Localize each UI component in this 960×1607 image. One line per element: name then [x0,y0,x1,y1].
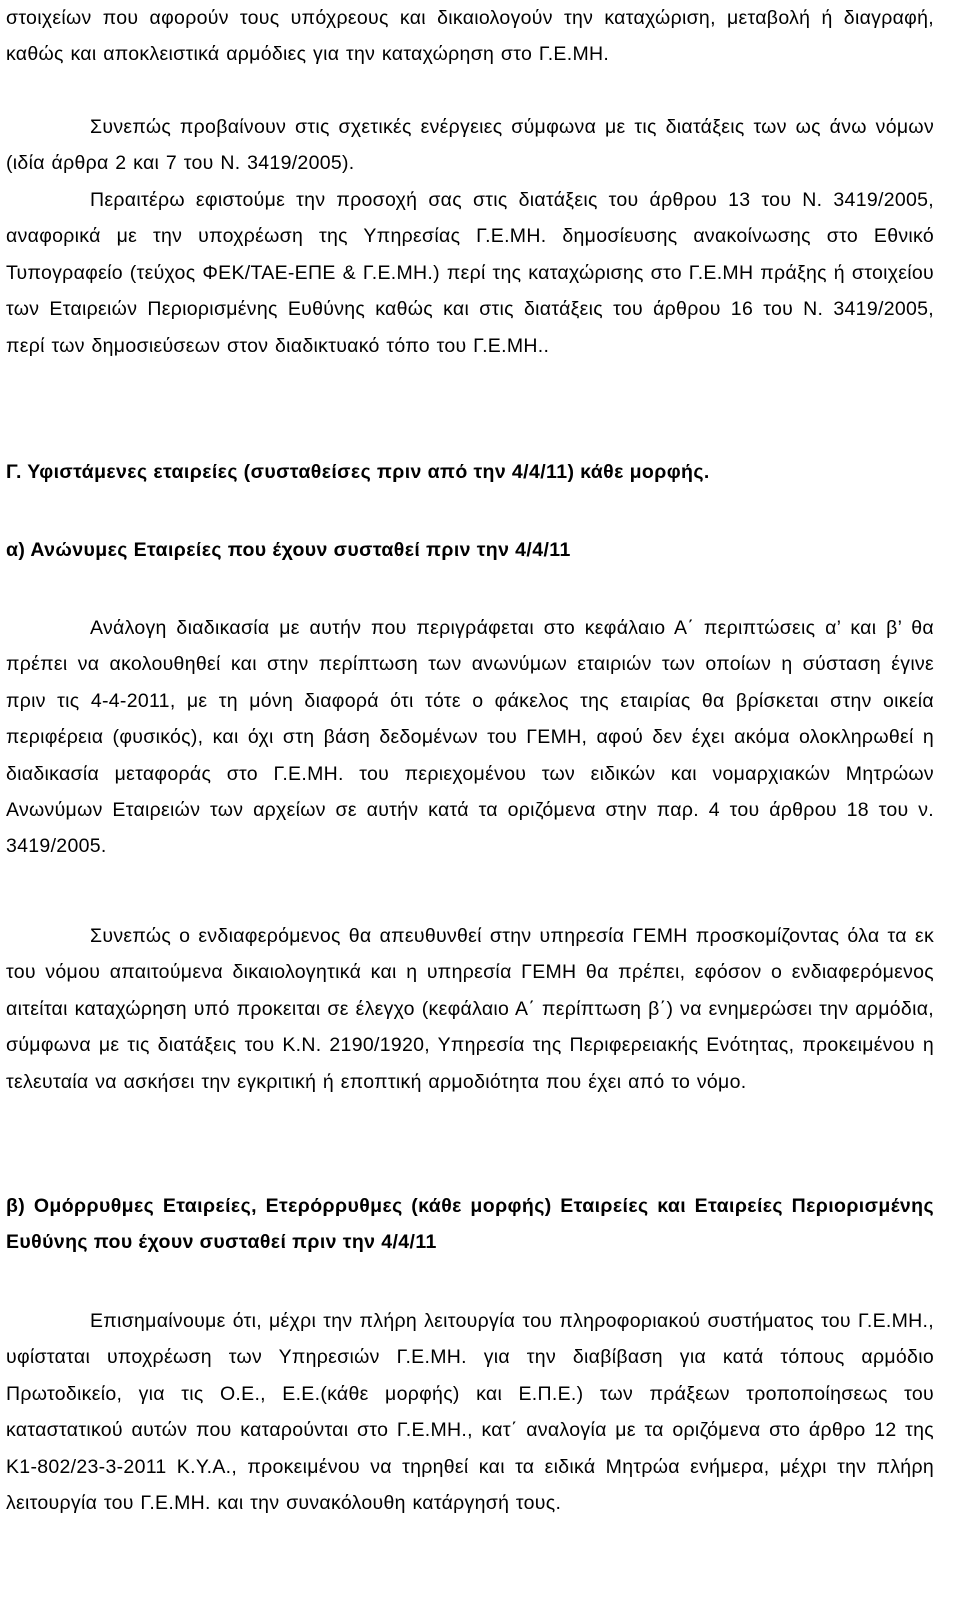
subsection-b-heading: β) Ομόρρυθμες Εταιρείες, Ετερόρρυθμες (κάθε μορφής) Εταιρείες και Εταιρείες Περιορισμένης Ευθύνης που έχουν συσταθεί πριν την 4/4/11 [6,1195,934,1254]
subsection-a-heading: α) Ανώνυμες Εταιρείες που έχουν συσταθεί πριν την 4/4/11 [6,539,571,561]
subsection-a-paragraph-2: Συνεπώς ο ενδιαφερόμενος θα απευθυνθεί στην υπηρεσία ΓΕΜΗ προσκομίζοντας όλα τα εκ του νόμου απαιτούμενα δικαιολογητικά και η υπηρεσία ΓΕΜΗ θα πρέπει, εφόσον ο ενδιαφερόμενος αιτείται καταχώρηση υπό προκειται σε έλεγχο (κεφάλαιο Α΄ περίπτωση β΄) να ενημερώσει την αρμόδια, σύμφωνα με τις διατάξεις του Κ.Ν. 2190/1920, Υπηρεσία της Περιφερειακής Ενότητας, προκειμένου η τελευταία να ασκήσει την εγκριτική ή εποπτική αρμοδιότητα που έχει από το νόμο. [6,925,934,1093]
subsection-a-paragraph-1: Ανάλογη διαδικασία με αυτήν που περιγράφεται στο κεφάλαιο Α΄ περιπτώσεις α’ και β’ θα πρέπει να ακολουθηθεί και στην περίπτωση των ανωνύμων εταιριών των οποίων η σύσταση έγινε πριν τις 4-4-2011, με τη μόνη διαφορά ότι τότε ο φάκελος της εταιρίας θα βρίσκεται στην οικεία περιφέρεια (φυσικός), και όχι στη βάση δεδομένων του ΓΕΜΗ, αφού δεν έχει ακόμα ολοκληρωθεί η διαδικασία μεταφοράς στο Γ.Ε.ΜΗ. του περιεχομένου των ειδικών και νομαρχιακών Μητρώων Ανωνύμων Εταιρειών των αρχείων σε αυτήν κατά τα οριζόμενα στην παρ. 4 του άρθρου 18 του ν. 3419/2005. [6,617,934,858]
subsection-b-paragraph-1: Επισημαίνουμε ότι, μέχρι την πλήρη λειτουργία του πληροφοριακού συστήματος του Γ.Ε.ΜΗ., υφίσταται υποχρέωση των Υπηρεσιών Γ.Ε.ΜΗ. για την διαβίβαση για κατά τόπους αρμόδιο Πρωτοδικείο, για τις Ο.Ε., Ε.Ε.(κάθε μορφής) και Ε.Π.Ε.) των πράξεων τροποποίησεως του καταστατικού αυτών που καταρούνται στο Γ.Ε.ΜΗ., κατ΄ αναλογία με τα οριζόμενα στο άρθρο 12 της Κ1-802/23-3-2011 Κ.Υ.Α., προκειμένου να τηρηθεί και τα ειδικά Μητρώα ενήμερα, μέχρι την πλήρη λειτουργία του Γ.Ε.ΜΗ. και την συνακόλουθη κατάργησή τους. [6,1310,934,1515]
intro-paragraph: στοιχείων που αφορούν τους υπόχρεους και δικαιολογούν την καταχώριση, μεταβολή ή διαγραφή, καθώς και αποκλειστικά αρμόδιες για την καταχώρηση στο Γ.Ε.ΜΗ. [6,7,934,66]
section-gamma-heading: Γ. Υφιστάμενες εταιρείες (συσταθείσες πριν από την 4/4/11) κάθε μορφής. [6,461,710,483]
paragraph-consequently: Συνεπώς προβαίνουν στις σχετικές ενέργειες σύμφωνα με τις διατάξεις των ως άνω νόμων (ιδία άρθρα 2 και 7 του Ν. 3419/2005). [6,116,934,175]
paragraph-attention: Περαιτέρω εφιστούμε την προσοχή σας στις διατάξεις του άρθρου 13 του Ν. 3419/2005, αναφορικά με την υποχρέωση της Υπηρεσίας Γ.Ε.ΜΗ. δημοσίευσης ανακοίνωσης στο Εθνικό Τυπογραφείο (τεύχος ΦΕΚ/ΤΑΕ-ΕΠΕ & Γ.Ε.ΜΗ.) περί της καταχώρισης στο Γ.Ε.ΜΗ πράξης ή στοιχείου των Εταιρειών Περιορισμένης Ευθύνης καθώς και στις διατάξεις του άρθρου 16 του Ν. 3419/2005, περί των δημοσιεύσεων στον διαδικτυακό τόπο του Γ.Ε.ΜΗ.. [6,189,934,357]
